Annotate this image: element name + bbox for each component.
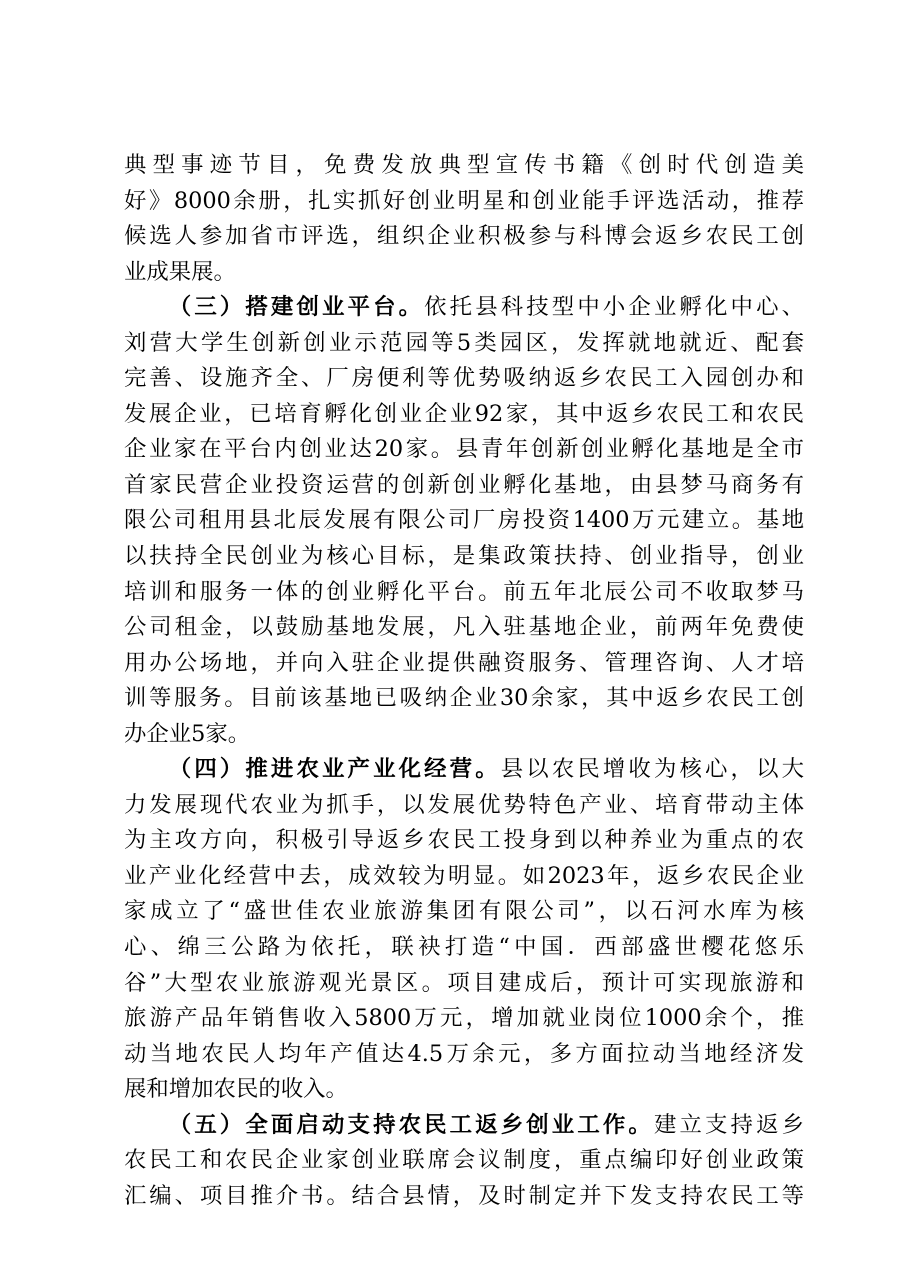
text-line: 家成立了“盛世佳农业旅游集团有限公司”，以石河水库为核 — [124, 898, 804, 925]
text-line — [124, 290, 804, 326]
text-line: 谷”大型农业旅游观光景区。项目建成后，预计可实现旅游和 — [124, 969, 804, 996]
text-line: 典型事迹节目，免费发放典型宣传书籍《创时代创造美 — [124, 152, 804, 178]
text-line: 限公司租用县北辰发展有限公司厂房投资1400万元建立。基地 — [124, 507, 804, 534]
text-line: 好》8000余册，扎实抓好创业明星和创业能手评选活动，推荐 — [124, 187, 804, 214]
text-line: 用办公场地，并向入驻企业提供融资服务、管理咨询、人才培 — [124, 649, 804, 676]
paragraph — [124, 148, 804, 290]
text-run: 建立支持返乡 — [653, 1111, 805, 1138]
section-heading: （五）全面启动支持农民工返乡创业工作。 — [168, 1111, 654, 1138]
text-line: 完善、设施齐全、厂房便利等优势吸纳返乡农民工入园创办和 — [124, 365, 804, 392]
text-line: 农民工和农民企业家创业联席会议制度，重点编印好创业政策 — [124, 1147, 804, 1174]
text-run: 依托县科技型中小企业孵化中心、 — [424, 294, 805, 321]
text-line: 发展企业，已培育孵化创业企业92家，其中返乡农民工和农民 — [124, 400, 804, 427]
text-line: 公司租金，以鼓励基地发展，凡入驻基地企业，前两年免费使 — [124, 614, 804, 641]
document-body — [124, 148, 804, 1214]
text-line: 汇编、项目推介书。结合县情，及时制定并下发支持农民工等 — [124, 1182, 804, 1209]
text-line: 培训和服务一体的创业孵化平台。前五年北辰公司不收取梦马 — [124, 578, 804, 605]
text-line: 以扶持全民创业为核心目标，是集政策扶持、创业指导，创业 — [124, 543, 804, 570]
text-line: 动当地农民人均年产值达4.5万余元，多方面拉动当地经济发 — [124, 1040, 804, 1067]
paragraph — [124, 1108, 804, 1215]
text-line: 展和增加农民的收入。 — [124, 1076, 348, 1103]
text-line: 首家民营企业投资运营的创新创业孵化基地，由县梦马商务有 — [124, 471, 804, 498]
text-line: 业产业化经营中去，成效较为明显。如2023年，返乡农民企业 — [124, 862, 804, 889]
text-line: 为主攻方向，积极引导返乡农民工投身到以种养业为重点的农 — [124, 827, 804, 854]
section-heading: （三）搭建创业平台。 — [168, 294, 425, 321]
text-line: 力发展现代农业为抓手，以发展优势特色产业、培育带动主体 — [124, 791, 804, 818]
paragraph — [124, 752, 804, 1107]
text-line: 业成果展。 — [124, 258, 236, 285]
text-line — [124, 752, 804, 788]
text-run: 县以农民增收为核心，以大 — [500, 756, 805, 783]
text-line: 候选人参加省市评选，组织企业积极参与科博会返乡农民工创 — [124, 223, 804, 250]
text-line: 心、绵三公路为依托，联袂打造“中国．西部盛世樱花悠乐 — [124, 934, 804, 961]
text-line: 企业家在平台内创业达20家。县青年创新创业孵化基地是全市 — [124, 436, 804, 463]
text-line: 刘营大学生创新创业示范园等5类园区，发挥就地就近、配套 — [124, 329, 804, 356]
text-line — [124, 1108, 804, 1144]
text-line: 办企业5家。 — [124, 720, 251, 747]
section-heading: （四）推进农业产业化经营。 — [168, 756, 501, 783]
text-line: 训等服务。目前该基地已吸纳企业30余家，其中返乡农民工创 — [124, 685, 804, 712]
text-line: 旅游产品年销售收入5800万元，增加就业岗位1000余个，推 — [124, 1005, 804, 1032]
paragraph — [124, 290, 804, 752]
